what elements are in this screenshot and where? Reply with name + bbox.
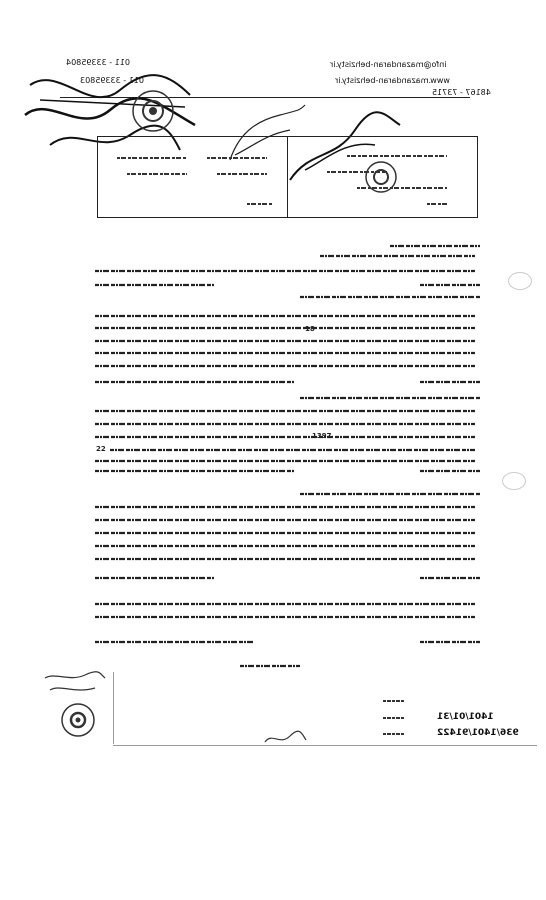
header-email: info@mazandaran-behzisty.ir <box>330 60 447 69</box>
footer-date: 1401/01/31 <box>437 712 494 722</box>
footer-reference-number: 936/1401/91422 <box>437 728 519 738</box>
footer-handwriting <box>40 670 110 700</box>
header-phone-secondary: 011 - 33395803 <box>80 76 144 85</box>
header-phone: 011 - 33395804 <box>66 58 130 67</box>
body-number-18: 18 <box>305 325 315 333</box>
body-number-1397: 1397 <box>312 432 332 440</box>
footer-labels <box>380 696 410 742</box>
footer-bottom-line <box>113 745 537 746</box>
punch-hole-bottom <box>502 472 526 490</box>
footer-separator <box>113 672 114 744</box>
emblem-stamp-footer <box>60 702 96 738</box>
punch-hole-top <box>508 272 532 290</box>
header-website: www.mazandaran-behzisty.ir <box>335 76 450 85</box>
footer-signature <box>260 728 310 748</box>
body-number-22: 22 <box>96 445 106 453</box>
header-postal: 48167 - 73715 <box>432 88 491 97</box>
